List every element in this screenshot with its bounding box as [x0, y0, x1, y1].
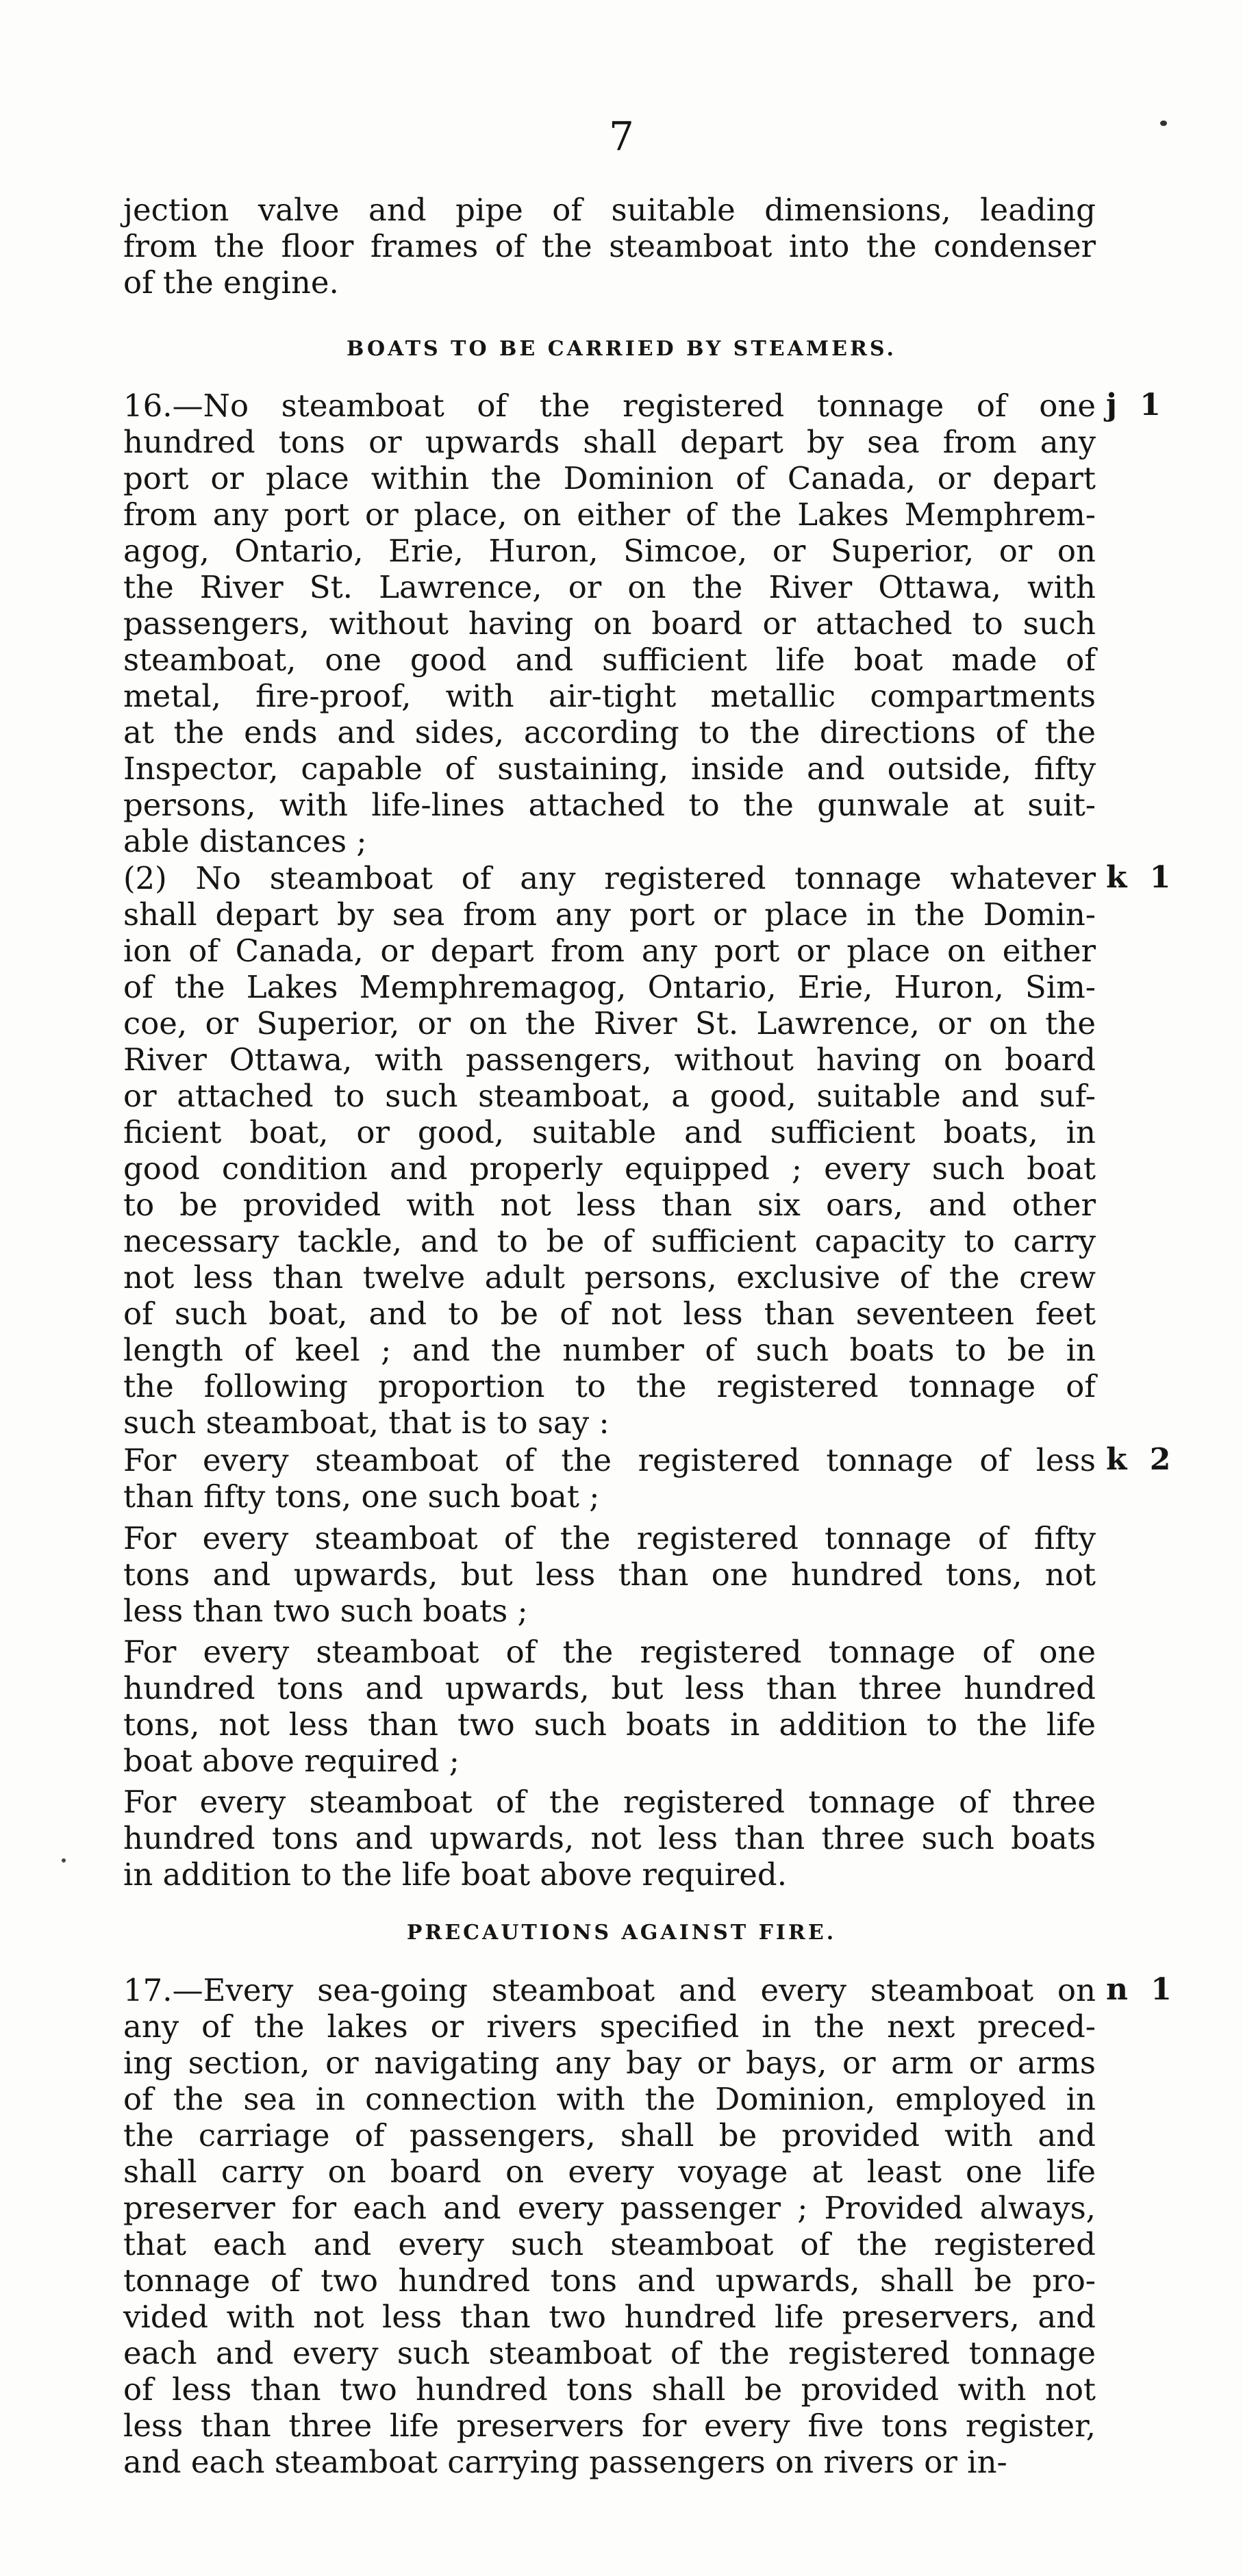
text-line: length of keel ; and the number of such boats to be in: [123, 1332, 1096, 1368]
text-line: tons and upwards, but less than one hundred tons, not: [123, 1556, 1096, 1593]
text-line: persons, with life-lines attached to the gunwale at suit-: [123, 787, 1096, 823]
paragraph-three-hundred-tons: [123, 1784, 1096, 1893]
text-line: vided with not less than two hundred life preservers, and: [123, 2299, 1096, 2335]
text-line: of less than two hundred tons shall be provided with not: [123, 2371, 1096, 2408]
text-line: of the sea in connection with the Dominion, employed in: [123, 2081, 1096, 2117]
paragraph-continuation: [123, 192, 1096, 301]
marginal-note-n1: n 1: [1106, 1972, 1172, 2007]
text-line: For every steamboat of the registered tonnage of fifty: [123, 1520, 1096, 1556]
text-line: shall carry on board on every voyage at least one life: [123, 2154, 1096, 2190]
text-line: port or place within the Dominion of Canada, or depart: [123, 460, 1096, 496]
text-line: to be provided with not less than six oars, and other: [123, 1187, 1096, 1223]
paragraph-hundred-tons: [123, 1634, 1096, 1779]
text-line: 17.—Every sea-going steamboat and every steamboat on: [123, 1972, 1096, 2008]
text-line: necessary tackle, and to be of sufficient capacity to carry: [123, 1223, 1096, 1259]
marginal-note-k1: k 1: [1106, 860, 1171, 895]
text-line: the carriage of passengers, shall be provided with and: [123, 2117, 1096, 2154]
text-line: steamboat, one good and sufficient life boat made of: [123, 642, 1096, 678]
paragraph-section-16-2: [123, 860, 1096, 1441]
text-line: hundred tons or upwards shall depart by sea from any: [123, 424, 1096, 460]
text-line: from the floor frames of the steamboat into the condenser: [123, 228, 1096, 264]
text-line: the River St. Lawrence, or on the River Ottawa, with: [123, 569, 1096, 605]
text-line: ion of Canada, or depart from any port or place on either: [123, 933, 1096, 969]
text-line: less than two such boats ;: [123, 1593, 528, 1629]
text-line: in addition to the life boat above required.: [123, 1856, 787, 1893]
text-line: shall depart by sea from any port or place in the Domin-: [123, 896, 1096, 933]
text-line: than fifty tons, one such boat ;: [123, 1478, 600, 1515]
text-line: (2) No steamboat of any registered tonnage whatever: [123, 860, 1096, 896]
text-line: For every steamboat of the registered tonnage of less: [123, 1442, 1096, 1478]
paragraph-less-than-fifty: [123, 1442, 1096, 1515]
text-line: that each and every such steamboat of the registered: [123, 2226, 1096, 2262]
text-line: hundred tons and upwards, but less than three hundred: [123, 1670, 1096, 1706]
text-line: less than three life preservers for every five tons register,: [123, 2408, 1096, 2444]
text-line: ing section, or navigating any bay or bays, or arm or arms: [123, 2045, 1096, 2081]
text-line: and each steamboat carrying passengers on rivers or in-: [123, 2444, 1007, 2480]
text-line: River Ottawa, with passengers, without having on board: [123, 1041, 1096, 1078]
heading-boats: BOATS TO BE CARRIED BY STEAMERS.: [347, 337, 896, 361]
text-line: or attached to such steamboat, a good, suitable and suf-: [123, 1078, 1096, 1114]
paragraph-fifty-tons: [123, 1520, 1096, 1629]
text-line: from any port or place, on either of the Lakes Memphrem-: [123, 496, 1096, 533]
marginal-note-k2: k 2: [1106, 1442, 1171, 1477]
text-line: hundred tons and upwards, not less than three such boats: [123, 1820, 1096, 1856]
text-line: each and every such steamboat of the registered tonnage: [123, 2335, 1096, 2371]
margin-mark: [62, 1858, 66, 1862]
text-line: passengers, without having on board or attached to such: [123, 605, 1096, 642]
text-line: of the Lakes Memphremagog, Ontario, Erie, Huron, Sim-: [123, 969, 1096, 1005]
text-line: able distances ;: [123, 823, 367, 859]
text-line: not less than twelve adult persons, exclusive of the crew: [123, 1259, 1096, 1296]
text-line: at the ends and sides, according to the directions of the: [123, 714, 1096, 750]
marginal-note-j1: j 1: [1106, 388, 1161, 422]
text-line: tons, not less than two such boats in addition to the life: [123, 1706, 1096, 1743]
corner-mark: [1160, 121, 1167, 126]
heading-fire: PRECAUTIONS AGAINST FIRE.: [406, 1921, 837, 1945]
text-line: the following proportion to the registered tonnage of: [123, 1368, 1096, 1404]
text-line: coe, or Superior, or on the River St. Lawrence, or on the: [123, 1005, 1096, 1041]
paragraph-section-17: [123, 1972, 1096, 2480]
text-line: boat above required ;: [123, 1743, 460, 1779]
text-line: of such boat, and to be of not less than seventeen feet: [123, 1296, 1096, 1332]
text-line: ficient boat, or good, suitable and sufficient boats, in: [123, 1114, 1096, 1150]
text-line: For every steamboat of the registered tonnage of one: [123, 1634, 1096, 1670]
paragraph-section-16: [123, 388, 1096, 859]
text-line: any of the lakes or rivers specified in the next preced-: [123, 2008, 1096, 2045]
text-line: of the engine.: [123, 264, 339, 301]
text-line: good condition and properly equipped ; every such boat: [123, 1150, 1096, 1187]
text-line: tonnage of two hundred tons and upwards, shall be pro-: [123, 2262, 1096, 2299]
text-line: Inspector, capable of sustaining, inside and outside, fifty: [123, 750, 1096, 787]
text-line: metal, fire-proof, with air-tight metallic compartments: [123, 678, 1096, 714]
text-line: 16.—No steamboat of the registered tonnage of one: [123, 388, 1096, 424]
text-line: agog, Ontario, Erie, Huron, Simcoe, or Superior, or on: [123, 533, 1096, 569]
text-line: jection valve and pipe of suitable dimensions, leading: [123, 192, 1096, 228]
text-line: preserver for each and every passenger ; Provided always,: [123, 2190, 1096, 2226]
text-line: such steamboat, that is to say :: [123, 1404, 610, 1441]
text-line: For every steamboat of the registered tonnage of three: [123, 1784, 1096, 1820]
page-number: 7: [609, 113, 634, 160]
